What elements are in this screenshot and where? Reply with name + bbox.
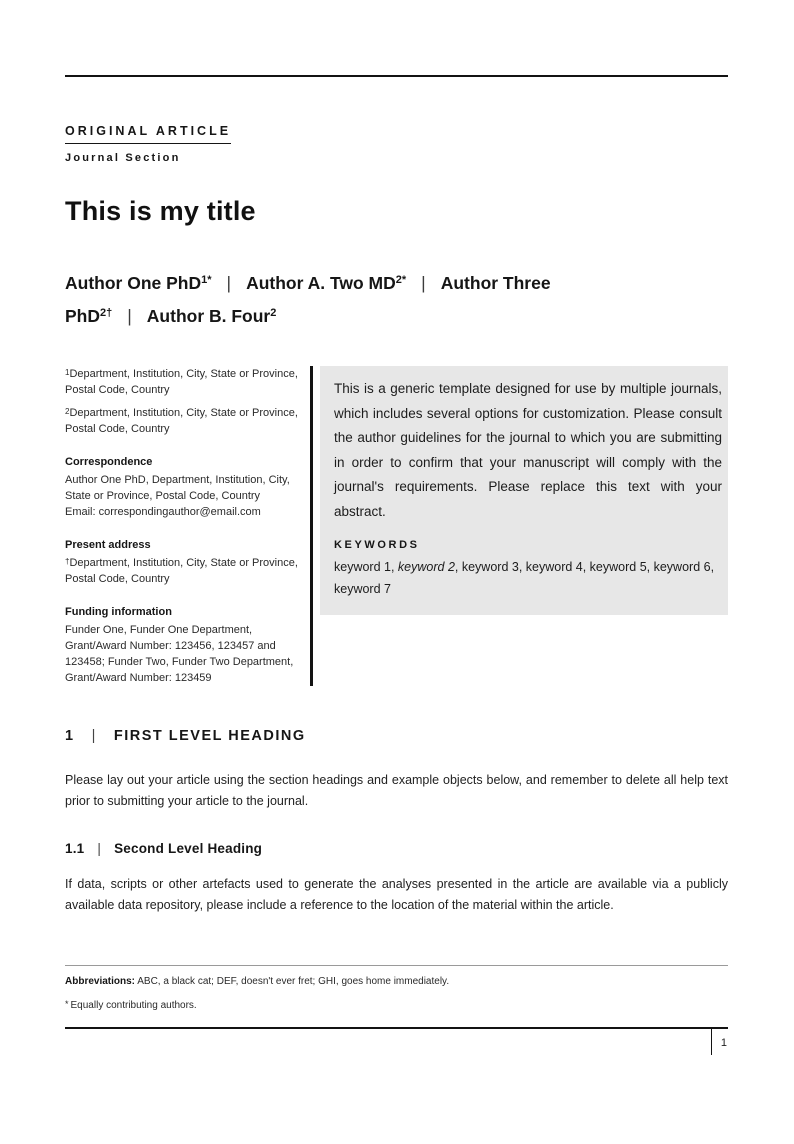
author-list <box>65 267 577 333</box>
asterisk-marker: * <box>65 999 69 1009</box>
affiliation-marker: 2 <box>65 407 70 416</box>
keywords-list: keyword 1, keyword 2, keyword 3, keyword 4, keyword 5, keyword 6, keyword 7 <box>334 560 715 596</box>
section-title: Second Level Heading <box>114 841 263 856</box>
affiliation-marker: 1 <box>65 368 70 377</box>
author-name: Author B. Four$^2$ <box>146 306 277 326</box>
author-separator: | <box>226 273 232 293</box>
keywords-heading: KEYWORDS <box>334 539 420 551</box>
abbreviations-label: Abbreviations: <box>65 976 136 987</box>
author-separator: | <box>127 306 132 326</box>
section-heading-1-1 <box>65 841 728 856</box>
article-title: This is my title <box>65 196 256 226</box>
article-type-label: ORIGINAL ARTICLE <box>65 124 231 144</box>
present-address-text: †Department, Institution, City, State or Province, Postal Code, Country <box>65 557 298 585</box>
author-affiliation-marker: 2* <box>395 274 407 286</box>
present-address-block <box>65 537 301 587</box>
abstract-box <box>320 366 728 615</box>
contribution-footnote: * Equally contributing authors. <box>65 999 197 1011</box>
author-info-column <box>65 366 301 686</box>
funding-heading: Funding information <box>65 606 172 618</box>
affiliation-item: $^1$Department, Institution, City, State or Province, Postal Code, Country <box>65 368 298 396</box>
section-paragraph: Please lay out your article using the section headings and example objects below, and remember to delete all help text prior to submitting your article to the journal. <box>65 773 728 808</box>
correspondence-email: Email: correspondingauthor@email.com <box>65 506 261 518</box>
author-name: Author A. Two $MD^{2*}$ <box>246 273 407 293</box>
affiliation-item: $^2$Department, Institution, City, State or Province, Postal Code, Country <box>65 407 298 435</box>
section-paragraph: If data, scripts or other artefacts used to generate the analyses presented in the article are available via a publicly available data repository, please include a reference to the location of the material within the article. <box>65 877 728 912</box>
journal-section-label: Journal Section <box>65 152 181 164</box>
heading-pipe: | <box>97 841 102 856</box>
author-name: Author Three PhD$^{2\dagger}$ <box>65 273 551 326</box>
present-address-heading: Present address <box>65 539 151 551</box>
correspondence-text: Author One PhD, Department, Institution, City, State or Province, Postal Code, Country <box>65 474 290 502</box>
heading-pipe: | <box>91 728 97 744</box>
correspondence-block <box>65 454 301 520</box>
author-affiliation-marker: 2 <box>270 307 277 319</box>
section-heading-1 <box>65 728 728 744</box>
correspondence-heading: Correspondence <box>65 456 153 468</box>
abstract-text: This is a generic template designed for use by multiple journals, which includes several options for customization. Please consult the author guidelines for the journal to which you are submitting in order to confirm that your manuscript will comply with the journal's requirements. Please replace this text with your abstract. <box>334 381 722 519</box>
section-number: 1.1 <box>65 841 85 856</box>
section-number: 1 <box>65 728 75 744</box>
page-footer <box>65 1027 728 1057</box>
author-info-and-abstract <box>65 366 728 686</box>
author-separator: | <box>421 273 426 293</box>
author-name: Author One PhD$^{1*}$ <box>65 273 212 293</box>
footnote-area <box>65 965 728 1012</box>
author-affiliation-marker: 1* <box>201 274 212 286</box>
header-rule <box>65 75 728 77</box>
masthead <box>65 122 728 164</box>
page-number-tick <box>711 1029 712 1055</box>
abbreviations-footnote: Abbreviations: ABC, a black cat; DEF, doesn't ever fret; GHI, goes home immediately. <box>65 976 450 987</box>
page-number: 1 <box>720 1037 727 1049</box>
funding-block <box>65 604 301 686</box>
present-address-marker: † <box>65 557 70 566</box>
abstract-divider-bar <box>310 366 313 686</box>
author-affiliation-marker: 2† <box>100 307 113 319</box>
funding-text: Funder One, Funder One Department, Grant/Award Number: 123456, 123457 and 123458; Funder Two, Funder Two Department, Grant/Award Number: 123459 <box>65 624 294 684</box>
section-title: FIRST LEVEL HEADING <box>113 728 306 744</box>
